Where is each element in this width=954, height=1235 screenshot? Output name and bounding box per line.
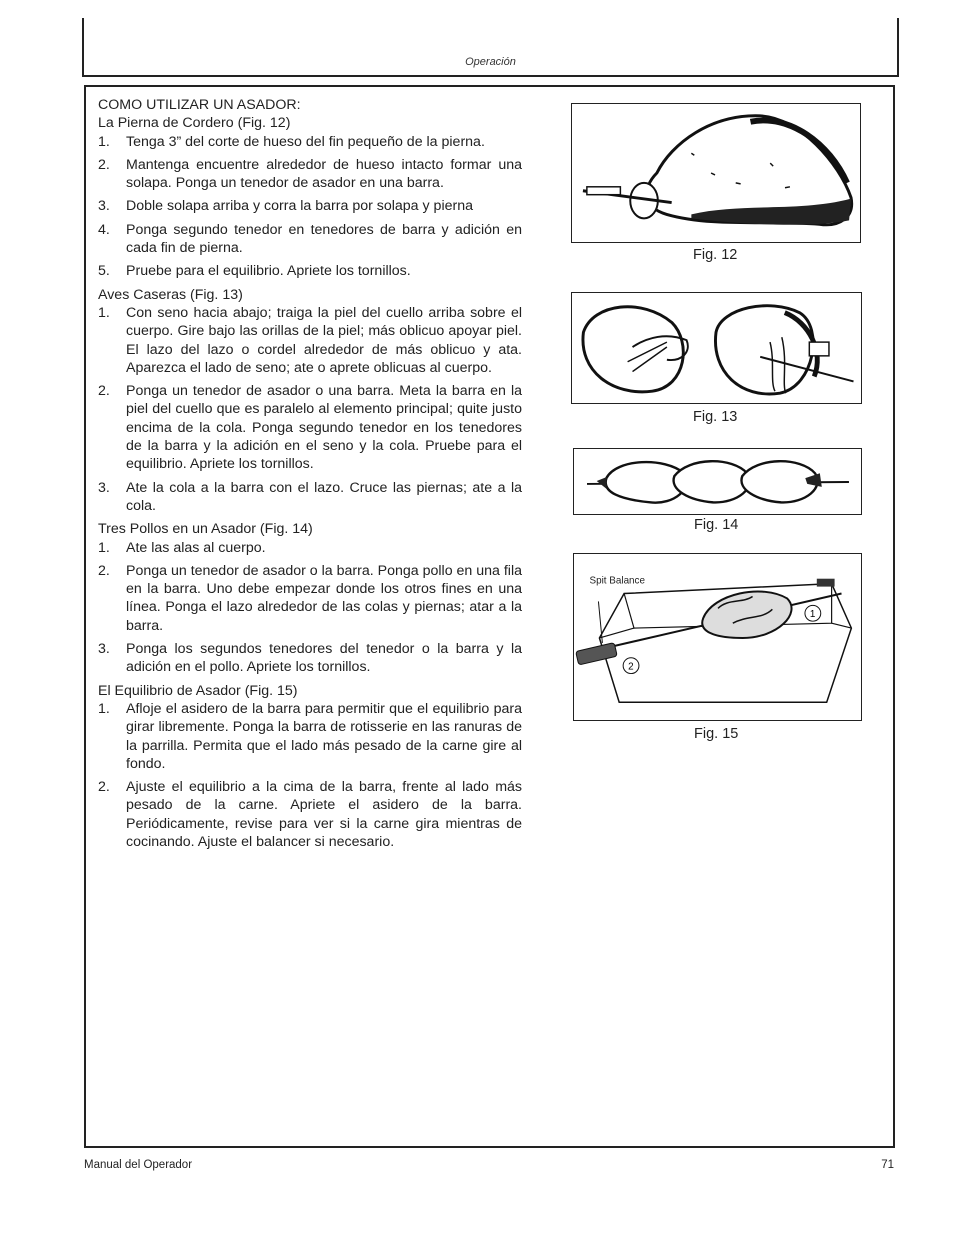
- step-text: Ate la cola a la barra con el lazo. Cruce las piernas; ate a la cola.: [126, 479, 522, 514]
- page-number: 71: [881, 1159, 894, 1171]
- spit-balance-diagram: [574, 554, 861, 720]
- list-item: [98, 197, 522, 215]
- list-item: [98, 700, 522, 773]
- step-number: 2.: [98, 156, 110, 173]
- section-heading: Tres Pollos en un Asador (Fig. 14): [98, 521, 313, 538]
- step-text: Ponga segundo tenedor en tenedores de barra y adición en cada fin de pierna.: [126, 221, 522, 257]
- callout-1: 1: [809, 609, 816, 621]
- list-item: [98, 221, 522, 258]
- instruction-section: [98, 114, 522, 280]
- step-list: [98, 539, 522, 677]
- figure-12-caption: Fig. 12: [693, 247, 738, 263]
- step-number: 1.: [98, 304, 110, 321]
- figure-14-caption: Fig. 14: [694, 517, 739, 533]
- figure-13-image: [571, 292, 862, 404]
- step-text: Ponga un tenedor de asador o la barra. Ponga pollo en una fila en la barra. Uno debe empezar donde los otros fines en una línea. Ponga el lazo alrededor de las colas y piernas; atar a la barra.: [126, 562, 522, 634]
- section-heading: Aves Caseras (Fig. 13): [98, 286, 243, 303]
- step-text: Tenga 3” del corte de hueso del fin pequeño de la pierna.: [126, 133, 485, 150]
- footer-manual-title: Manual del Operador: [84, 1159, 193, 1171]
- step-number: 1.: [98, 133, 110, 150]
- step-text: Con seno hacia abajo; traiga la piel del cuello arriba sobre el cuerpo. Gire bajo las orillas de la piel; más oblicuo apoyar piel. El lazo del lazo o cordel alrededor de más oblicuo y ata. Aparezca el lado de seno; ate o aprete oblicuas al cuerpo.: [126, 304, 522, 376]
- spit-balance-label: Spit Balance: [589, 575, 645, 587]
- step-list: [98, 700, 522, 851]
- step-text: Ate las alas al cuerpo.: [126, 539, 266, 556]
- instructions-column: [98, 96, 522, 856]
- step-number: 4.: [98, 221, 110, 238]
- step-list: [98, 304, 522, 515]
- step-number: 3.: [98, 641, 110, 658]
- step-number: 3.: [98, 198, 110, 215]
- step-number: 1.: [98, 539, 110, 556]
- instruction-section: [98, 682, 522, 852]
- list-item: [98, 382, 522, 473]
- step-number: 2.: [98, 779, 110, 796]
- figure-13-caption: Fig. 13: [693, 409, 738, 425]
- step-list: [98, 133, 522, 281]
- callout-2: 2: [628, 661, 634, 673]
- step-number: 1.: [98, 700, 110, 717]
- list-item: [98, 262, 522, 280]
- list-item: [98, 479, 522, 516]
- list-item: [98, 778, 522, 851]
- leg-of-lamb-illustration: [572, 104, 860, 242]
- section-heading: La Pierna de Cordero (Fig. 12): [98, 115, 291, 132]
- figure-12-image: [571, 103, 861, 243]
- instruction-sections: [98, 114, 522, 851]
- step-number: 5.: [98, 263, 110, 280]
- step-text: Afloje el asidero de la barra para permitir que el equilibrio para girar libremente. Ponga la barra de rotisserie en las ranuras de la parrilla. Permita que el lado más pesado de la carne gire al fondo.: [126, 700, 522, 772]
- page-header: [82, 18, 899, 77]
- step-text: Ajuste el equilibrio a la cima de la barra, frente al lado más pesado de la carne. Apriete el asidero de la barra. Periódicamente, revise para ver si la carne gira mientras de cocinando. Ajuste el balancer si necesario.: [126, 779, 522, 850]
- list-item: [98, 304, 522, 377]
- list-item: [98, 640, 522, 677]
- step-text: Ponga los segundos tenedores del tenedor o la barra y la adición en el pollo. Apriete los tornillos.: [126, 641, 522, 676]
- figure-15-image: [573, 553, 862, 721]
- list-item: [98, 562, 522, 635]
- step-text: Mantenga encuentre alrededor de hueso intacto formar una solapa. Ponga un tenedor de asador en una barra.: [126, 156, 522, 192]
- list-item: [98, 133, 522, 151]
- step-number: 2.: [98, 562, 110, 579]
- header-title: Operación: [465, 56, 516, 68]
- step-text: Ponga un tenedor de asador o una barra. Meta la barra en la piel del cuello que es paralelo al elemento principal; quite justo encima de la cola. Ponga segundo tenedor en los tenedores de la barra y la adición en el seno y la cola. Pruebe para el equilibrio. Apriete los tornillos.: [126, 383, 522, 473]
- list-item: [98, 539, 522, 557]
- step-number: 2.: [98, 383, 110, 400]
- list-item: [98, 156, 522, 193]
- poultry-trussing-illustration: [572, 293, 861, 403]
- three-chickens-spit-illustration: [574, 449, 861, 514]
- step-number: 3.: [98, 479, 110, 496]
- figure-14-image: [573, 448, 862, 515]
- section-heading: El Equilibrio de Asador (Fig. 15): [98, 682, 298, 699]
- step-text: Pruebe para el equilibrio. Apriete los tornillos.: [126, 263, 411, 280]
- section-title: COMO UTILIZAR UN ASADOR:: [98, 97, 301, 113]
- step-text: Doble solapa arriba y corra la barra por solapa y pierna: [126, 198, 473, 215]
- instruction-section: [98, 520, 522, 676]
- figure-15-caption: Fig. 15: [694, 726, 739, 742]
- instruction-section: [98, 286, 522, 516]
